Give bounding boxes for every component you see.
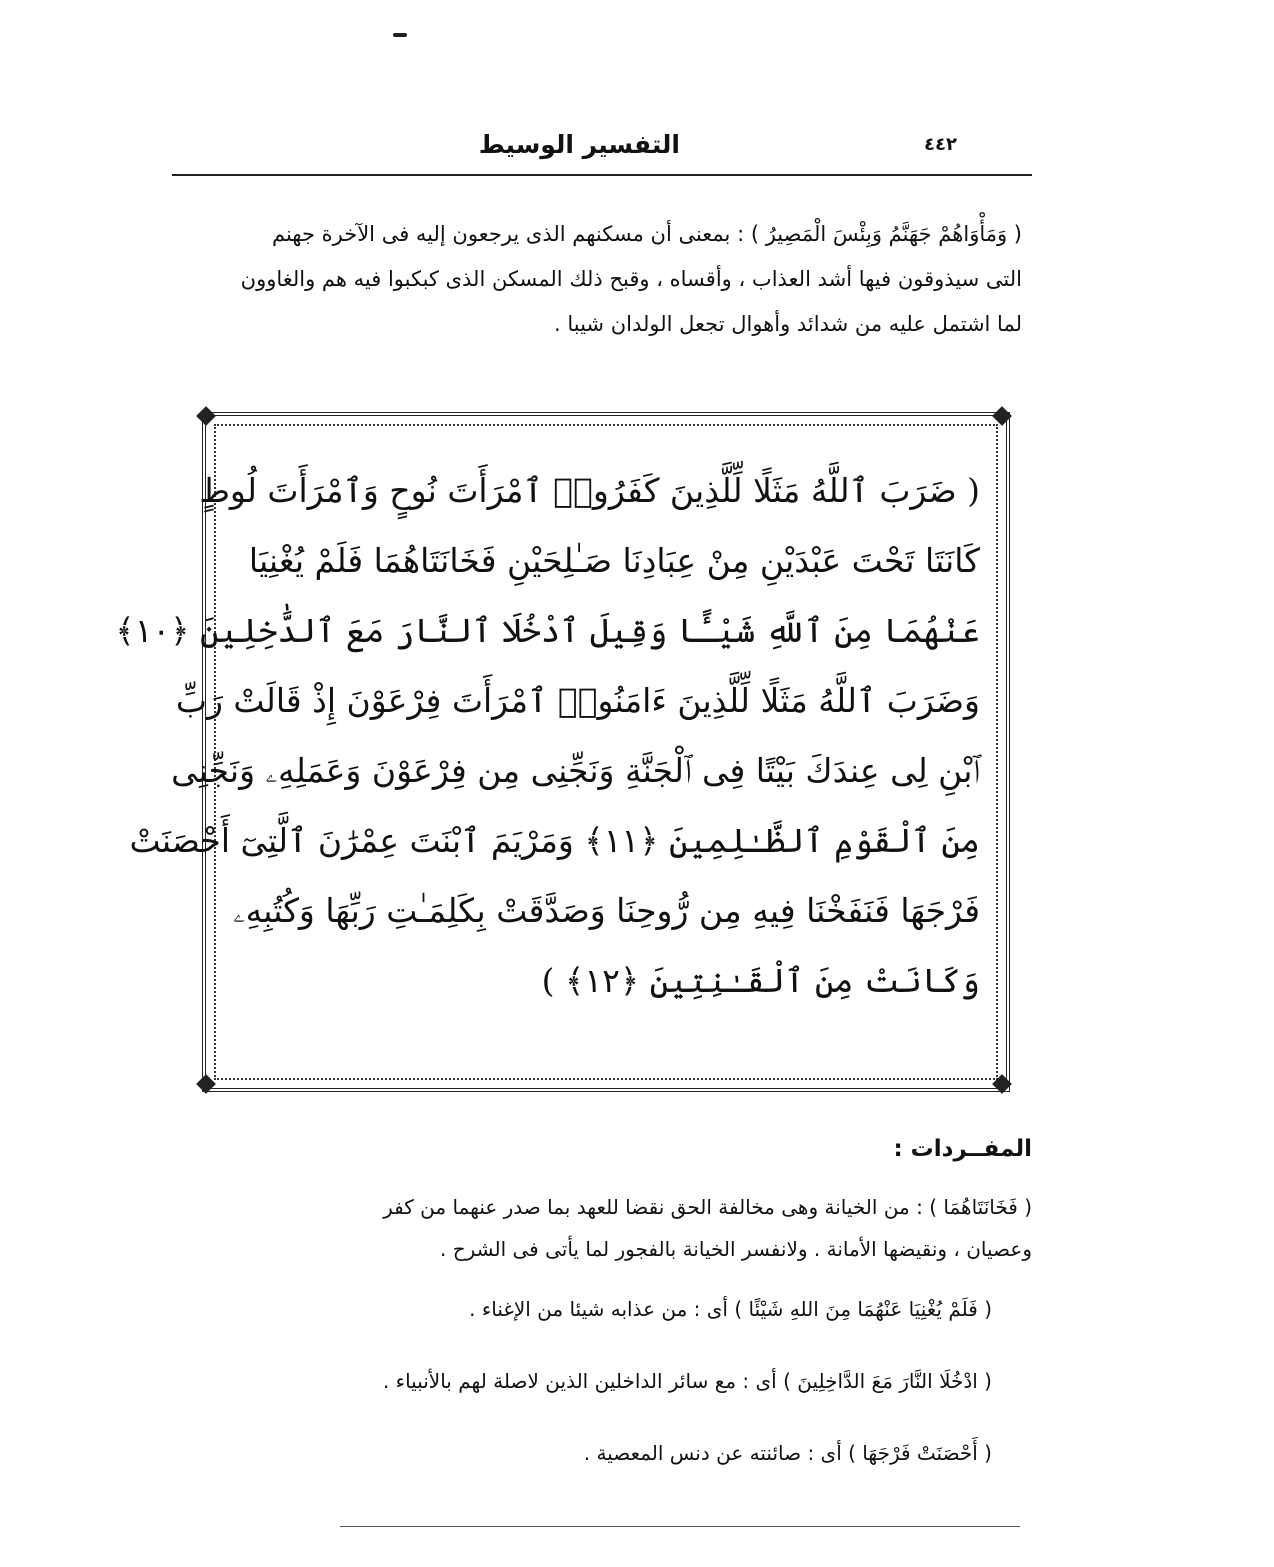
vocabulary-entry: ( ادْخُلَا النَّارَ مَعَ الدَّاخِلِينَ ) أى : مع سائر الداخلين الذين لاصلة لهم بالأنبياء . bbox=[382, 1369, 992, 1393]
page-header-title: التفسير الوسيط bbox=[478, 130, 680, 159]
verse-line: عَنْهُمَا مِنَ ٱللَّهِ شَيْـًٔا وَقِيلَ ٱدْخُلَا ٱلنَّارَ مَعَ ٱلدَّٰخِلِينَ ﴿١٠﴾ bbox=[115, 611, 980, 650]
verse-line: كَانَتَا تَحْتَ عَبْدَيْنِ مِنْ عِبَادِنَا صَـٰلِحَيْنِ فَخَانَتَاهُمَا فَلَمْ يُغْنِيَا bbox=[248, 541, 980, 580]
vocabulary-entry-continuation: وعصيان ، ونقيضها الأمانة . ولانفسر الخيانة بالفجور لما يأتى فى الشرح . bbox=[440, 1237, 1032, 1261]
verse-line: فَرْجَهَا فَنَفَخْنَا فِيهِ مِن رُّوحِنَا وَصَدَّقَتْ بِكَلِمَـٰتِ رَبِّهَا وَكُتُبِهِۦ bbox=[233, 891, 980, 930]
vocabulary-entry: ( فَلَمْ يُغْنِيَا عَنْهُمَا مِنَ اللهِ شَيْئًا ) أى : من عذابه شيئا من الإغناء . bbox=[469, 1297, 992, 1321]
page-number: ٤٤٢ bbox=[924, 134, 957, 155]
header-rule bbox=[172, 174, 1032, 176]
vocabulary-entry: ( أَحْصَنَتْ فَرْجَهَا ) أى : صائنته عن دنس المعصية . bbox=[583, 1441, 992, 1465]
quran-verses bbox=[115, 456, 980, 1016]
vocabulary-heading: المفــردات : bbox=[893, 1136, 1032, 1162]
verse-line: ( ضَرَبَ ٱللَّهُ مَثَلًا لِّلَّذِينَ كَفَرُوا۟ ٱمْرَأَتَ نُوحٍ وَٱمْرَأَتَ لُوطٍ bbox=[199, 471, 980, 510]
footer-rule bbox=[340, 1526, 1020, 1527]
verse-line: ٱبْنِ لِى عِندَكَ بَيْتًا فِى ٱلْجَنَّةِ وَنَجِّنِى مِن فِرْعَوْنَ وَعَمَلِهِۦ وَنَجِّنِى bbox=[171, 751, 980, 790]
vocabulary-list bbox=[186, 1186, 1032, 1474]
intro-line: التى سيذوقون فيها أشد العذاب ، وأقساه ، وقبح ذلك المسكن الذى كبكبوا فيه هم والغاوون bbox=[240, 267, 1022, 291]
ink-speck bbox=[393, 33, 407, 37]
intro-paragraph bbox=[182, 212, 1022, 347]
verse-line: مِنَ ٱلْقَوْمِ ٱلظَّـٰلِمِينَ ﴿١١﴾ وَمَرْيَمَ ٱبْنَتَ عِمْرَٰنَ ٱلَّتِىٓ أَحْصَنَتْ bbox=[129, 821, 980, 860]
verse-line: وَكَانَتْ مِنَ ٱلْقَـٰنِتِينَ ﴿١٢﴾ ) bbox=[541, 961, 980, 1000]
verse-line: وَضَرَبَ ٱللَّهُ مَثَلًا لِّلَّذِينَ ءَامَنُوا۟ ٱمْرَأَتَ فِرْعَوْنَ إِذْ قَالَتْ رَبِّ bbox=[175, 681, 980, 720]
intro-line: لما اشتمل عليه من شدائد وأهوال تجعل الولدان شيبا . bbox=[554, 312, 1022, 336]
intro-line: ( وَمَأْوَاهُمْ جَهَنَّمُ وَبِئْسَ الْمَصِيرُ ) : بمعنى أن مسكنهم الذى يرجعون إليه فى الآخرة جهنم bbox=[271, 222, 1022, 246]
vocabulary-entry: ( فَخَانَتَاهُمَا ) : من الخيانة وهى مخالفة الحق نقضا للعهد بما صدر عنهما من كفر bbox=[383, 1195, 1032, 1219]
